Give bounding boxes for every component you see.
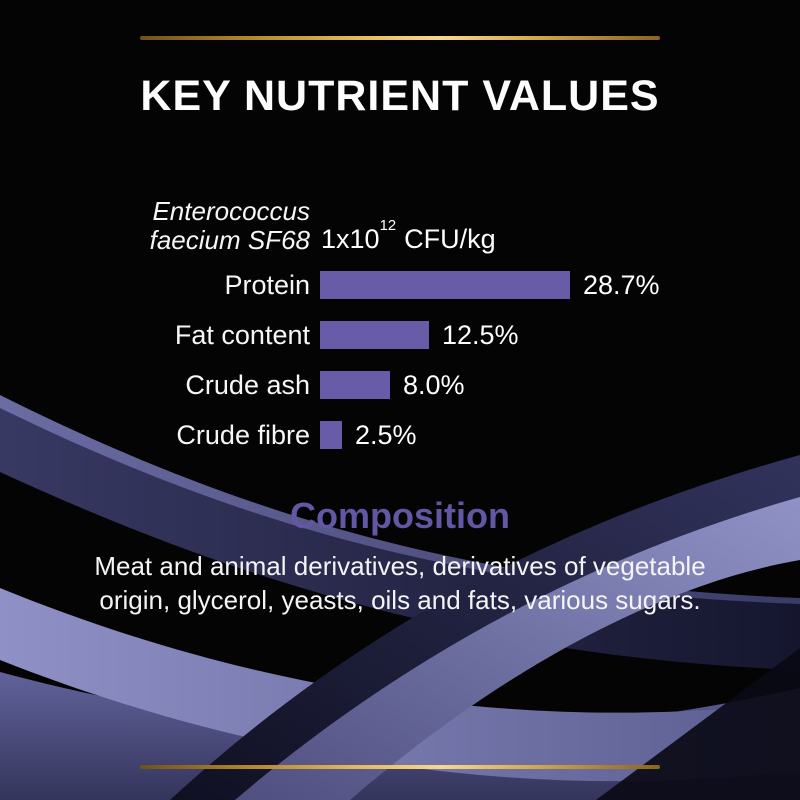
composition-line2: origin, glycerol, yeasts, oils and fats, various sugars.: [99, 585, 701, 616]
composition-line1: Meat and animal derivatives, derivatives of vegetable: [94, 551, 706, 581]
chart-row: [0, 271, 800, 299]
chart-row-label: Fat content: [174, 319, 310, 350]
nutrient-bar-chart: [0, 197, 800, 449]
composition-text: [0, 549, 800, 617]
chart-bar: [320, 371, 390, 399]
probiotic-value: [321, 218, 496, 255]
probiotic-value-exponent: 12: [379, 218, 397, 235]
page-title: KEY NUTRIENT VALUES: [140, 72, 660, 120]
gold-rule-bottom: [140, 765, 660, 769]
probiotic-row: [0, 197, 800, 254]
chart-row: [0, 321, 800, 349]
chart-row-value: 12.5%: [442, 319, 519, 350]
bar-rows: [0, 271, 800, 449]
chart-row-label: Crude ash: [185, 369, 310, 400]
chart-row: [0, 421, 800, 449]
probiotic-label-line2: faecium SF68: [149, 224, 310, 255]
chart-row-label: Protein: [224, 269, 310, 300]
probiotic-label: [0, 197, 310, 254]
chart-bar: [320, 421, 342, 449]
gold-rule-top: [140, 36, 660, 40]
chart-row-value: 8.0%: [403, 369, 465, 400]
probiotic-label-line1: Enterococcus: [152, 196, 310, 226]
chart-bar: [320, 321, 429, 349]
chart-row: [0, 371, 800, 399]
chart-row-value: 28.7%: [583, 269, 660, 300]
chart-bar: [320, 271, 570, 299]
chart-row-value: 2.5%: [355, 419, 417, 450]
probiotic-value-unit: CFU/kg: [404, 223, 496, 254]
probiotic-value-base: 1x10: [321, 223, 380, 254]
composition-title: Composition: [290, 495, 510, 536]
chart-row-label: Crude fibre: [176, 419, 310, 450]
